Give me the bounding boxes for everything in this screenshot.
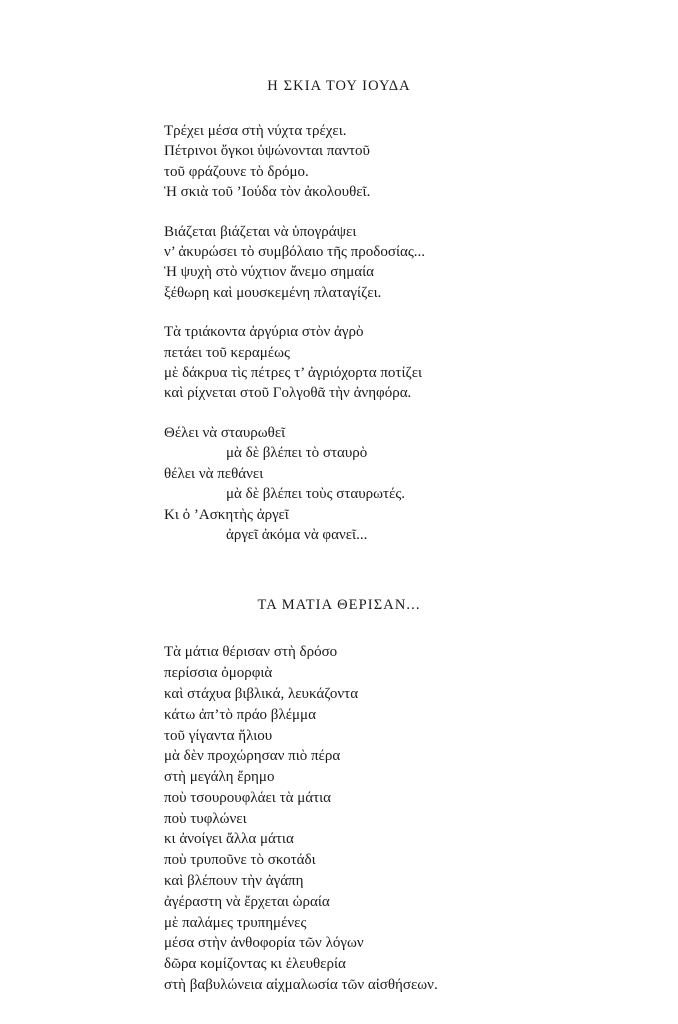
poem-line: μὰ δὲν προχώρησαν πιὸ πέρα [164,748,341,765]
stanza [164,423,618,545]
poem-line: Βιάζεται βιάζεται νὰ ὑπογράψει [164,223,357,240]
poem-line: μὰ δὲ βλέπει τοὺς σταυρωτές. [226,486,406,503]
poem-line: ἀγέραστη νὰ ἔρχεται ὡραία [164,893,330,910]
poem-title: Η ΣΚΙΑ ΤΟΥ ΙΟΥΔΑ [267,78,411,94]
stanza [164,322,618,404]
poem-line: ποὺ τσουρουφλάει τὰ μάτια [164,789,332,806]
poem-line: περίσσια ὀμορφιὰ [164,665,273,682]
poem-line: στὴ βαβυλώνεια αἰχμαλωσία τῶν αἰσθήσεων. [164,977,438,994]
poem-line: καὶ βλέπουν τὴν ἀγάπη [164,873,304,890]
poem-line: μὰ δὲ βλέπει τὸ σταυρὸ [226,445,368,462]
poem-line: ποὺ τρυποῦνε τὸ σκοτάδι [164,852,316,869]
poem-line: πετάει τοῦ κεραμέως [164,344,290,361]
poem-line: Ἡ ψυχὴ στὸ νύχτιον ἄνεμο σημαία [164,264,374,281]
poem-section-1 [60,78,618,545]
poem-line: Θέλει νὰ σταυρωθεῖ [164,424,286,441]
poem-line: ποὺ τυφλώνει [164,810,247,827]
poem-line: ν’ ἀκυρώσει τὸ συμβόλαιο τῆς προδοσίας... [164,244,426,261]
poem-line: κι ἀνοίγει ἄλλα μάτια [164,831,294,848]
poem-line: Τὰ τριάκοντα ἀργύρια στὸν ἀγρὸ [164,324,364,341]
poem-line: Κι ὁ ’Ασκητὴς ἀργεῖ [164,506,289,523]
poem-line: δῶρα κομίζοντας κι ἐλευθερία [164,956,346,973]
poem-line: μὲ παλάμες τρυπημένες [164,914,307,931]
poem-line: τοῦ φράζουνε τὸ δρόμο. [164,163,309,180]
stanza [164,222,618,304]
poem-line: καὶ στάχυα βιβλικά, λευκάζοντα [164,685,359,702]
poem-line: Τὰ μάτια θέρισαν στὴ δρόσο [164,644,338,661]
poem-body [164,121,618,545]
poem-line: μέσα στὴν ἀνθοφορία τῶν λόγων [164,935,364,952]
poem-section-2 [60,597,618,996]
poem-body [164,642,618,996]
poem-line: στὴ μεγάλη ἔρημο [164,769,275,786]
poem-line: καὶ ρίχνεται στοῦ Γολγοθᾶ τὴν ἀνηφόρα. [164,385,412,402]
poem-line: θέλει νὰ πεθάνει [164,465,264,482]
poem-line: μὲ δάκρυα τὶς πέτρες τ’ ἀγριόχορτα ποτίζει [164,365,423,382]
stanza [164,642,618,996]
poem-line: ξέθωρη καὶ μουσκεμένη πλαταγίζει. [164,284,382,301]
poem-line: ἀργεῖ ἀκόμα νὰ φανεῖ... [226,526,368,543]
poem-line: τοῦ γίγαντα ἥλιου [164,727,273,744]
poem-line: Πέτρινοι ὄγκοι ὑψώνονται παντοῦ [164,143,370,160]
poem-line: Ἡ σκιὰ τοῦ ’Ιούδα τὸν ἀκολουθεῖ. [164,184,371,201]
poem-line: Τρέχει μέσα στὴ νύχτα τρέχει. [164,123,347,139]
poem-title: ΤΑ ΜΑΤΙΑ ΘΕΡΙΣΑΝ... [257,597,421,614]
poem-line: κάτω ἀπ’τὸ πράο βλέμμα [164,706,316,723]
stanza [164,121,618,203]
